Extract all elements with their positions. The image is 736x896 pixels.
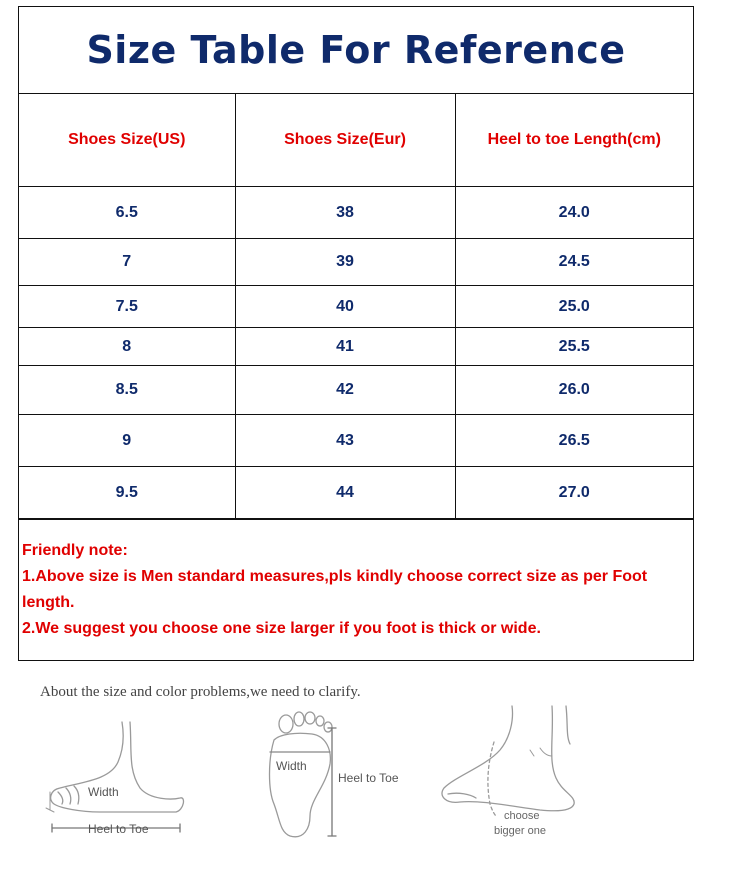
sole-foot-icon <box>270 712 333 837</box>
cell-us: 7 <box>19 239 235 286</box>
table-row <box>19 467 693 519</box>
label-choose: choose <box>504 810 540 822</box>
cell-eur: 41 <box>235 328 455 366</box>
cell-eur: 38 <box>235 187 455 239</box>
size-table <box>19 94 693 519</box>
table-row <box>19 187 693 239</box>
cell-eur: 44 <box>235 467 455 519</box>
cell-eur: 43 <box>235 415 455 467</box>
cell-length: 27.0 <box>455 467 693 519</box>
size-table-sheet <box>18 6 694 661</box>
cell-length: 26.5 <box>455 415 693 467</box>
header-us-size: Shoes Size(US) <box>19 94 235 187</box>
foot-measure-illustration <box>0 700 736 896</box>
shoe-fit-foot-icon <box>442 706 574 816</box>
table-row <box>19 286 693 328</box>
cell-us: 7.5 <box>19 286 235 328</box>
note-heading: Friendly note: <box>22 542 128 559</box>
cell-length: 26.0 <box>455 366 693 415</box>
cell-eur: 42 <box>235 366 455 415</box>
label-heel-to-toe-side: Heel to Toe <box>88 822 149 836</box>
cell-us: 8 <box>19 328 235 366</box>
title-row <box>19 7 693 94</box>
header-eur-size: Shoes Size(Eur) <box>235 94 455 187</box>
cell-length: 24.0 <box>455 187 693 239</box>
cell-eur: 39 <box>235 239 455 286</box>
label-width-side: Width <box>88 785 119 799</box>
cell-length: 25.5 <box>455 328 693 366</box>
cell-length: 24.5 <box>455 239 693 286</box>
table-row <box>19 366 693 415</box>
page-title: Size Table For Reference <box>86 28 626 72</box>
table-row <box>19 239 693 286</box>
note-line-2: 2.We suggest you choose one size larger if you foot is thick or wide. <box>22 620 541 637</box>
cell-us: 9.5 <box>19 467 235 519</box>
cell-us: 6.5 <box>19 187 235 239</box>
cell-eur: 40 <box>235 286 455 328</box>
friendly-note <box>19 519 693 660</box>
label-heel-to-toe-top: Heel to Toe <box>338 771 399 785</box>
cell-us: 9 <box>19 415 235 467</box>
table-row <box>19 415 693 467</box>
clarify-caption: About the size and color problems,we need to clarify. <box>40 684 361 700</box>
note-line-1: 1.Above size is Men standard measures,pls kindly choose correct size as per Foot length. <box>22 568 648 611</box>
table-row <box>19 328 693 366</box>
label-bigger-one: bigger one <box>494 825 546 837</box>
cell-us: 8.5 <box>19 366 235 415</box>
cell-length: 25.0 <box>455 286 693 328</box>
table-header-row <box>19 94 693 187</box>
label-width-top: Width <box>276 759 307 773</box>
header-heel-to-toe: Heel to toe Length(cm) <box>455 94 693 187</box>
